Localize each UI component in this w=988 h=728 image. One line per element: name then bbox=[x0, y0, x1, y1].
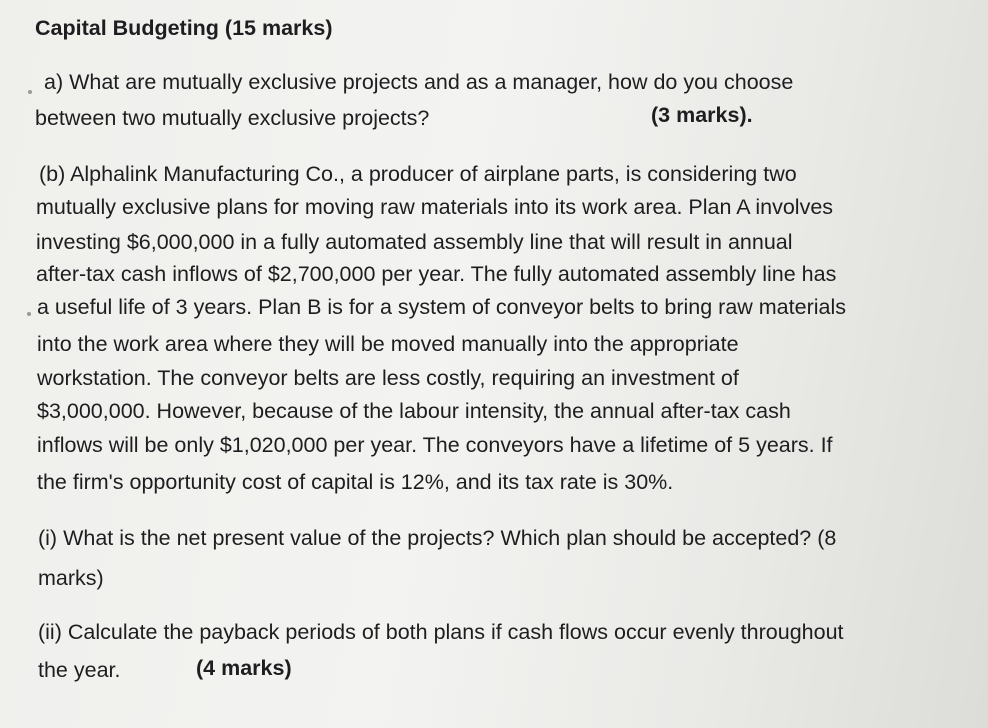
question-b-line-2: mutually exclusive plans for moving raw materials into its work area. Plan A involves bbox=[36, 195, 834, 219]
question-a-line-1: a) What are mutually exclusive projects and as a manager, how do you choose bbox=[44, 70, 794, 94]
question-b-line-7: workstation. The conveyor belts are less costly, requiring an investment of bbox=[37, 366, 739, 390]
document-title: Capital Budgeting (15 marks) bbox=[35, 16, 333, 40]
question-b-line-8: $3,000,000. However, because of the labour intensity, the annual after-tax cash bbox=[37, 399, 791, 423]
question-b-line-1: (b) Alphalink Manufacturing Co., a producer of airplane parts, is considering two bbox=[39, 162, 797, 186]
question-ii-marks: (4 marks) bbox=[196, 656, 292, 680]
question-b-line-9: inflows will be only $1,020,000 per year. The conveyors have a lifetime of 5 years. If bbox=[37, 433, 833, 457]
question-a-marks: (3 marks). bbox=[651, 103, 753, 127]
question-b-line-3: investing $6,000,000 in a fully automated assembly line that will result in annual bbox=[36, 230, 793, 254]
question-ii-line-1: (ii) Calculate the payback periods of both plans if cash flows occur evenly throughout bbox=[38, 620, 844, 644]
question-b-line-6: into the work area where they will be moved manually into the appropriate bbox=[37, 332, 739, 356]
page-speck bbox=[27, 312, 31, 316]
question-i-line-2: marks) bbox=[38, 566, 104, 590]
question-b-line-10: the firm's opportunity cost of capital is 12%, and its tax rate is 30%. bbox=[37, 470, 674, 494]
question-b-line-4: after-tax cash inflows of $2,700,000 per year. The fully automated assembly line has bbox=[36, 262, 837, 286]
question-i-line-1: (i) What is the net present value of the projects? Which plan should be accepted? (8 bbox=[38, 526, 837, 550]
question-b-line-5: a useful life of 3 years. Plan B is for a system of conveyor belts to bring raw materials bbox=[37, 295, 846, 319]
page-speck bbox=[28, 90, 32, 94]
question-ii-line-2: the year. bbox=[38, 658, 121, 682]
question-a-line-2: between two mutually exclusive projects? bbox=[35, 106, 430, 130]
